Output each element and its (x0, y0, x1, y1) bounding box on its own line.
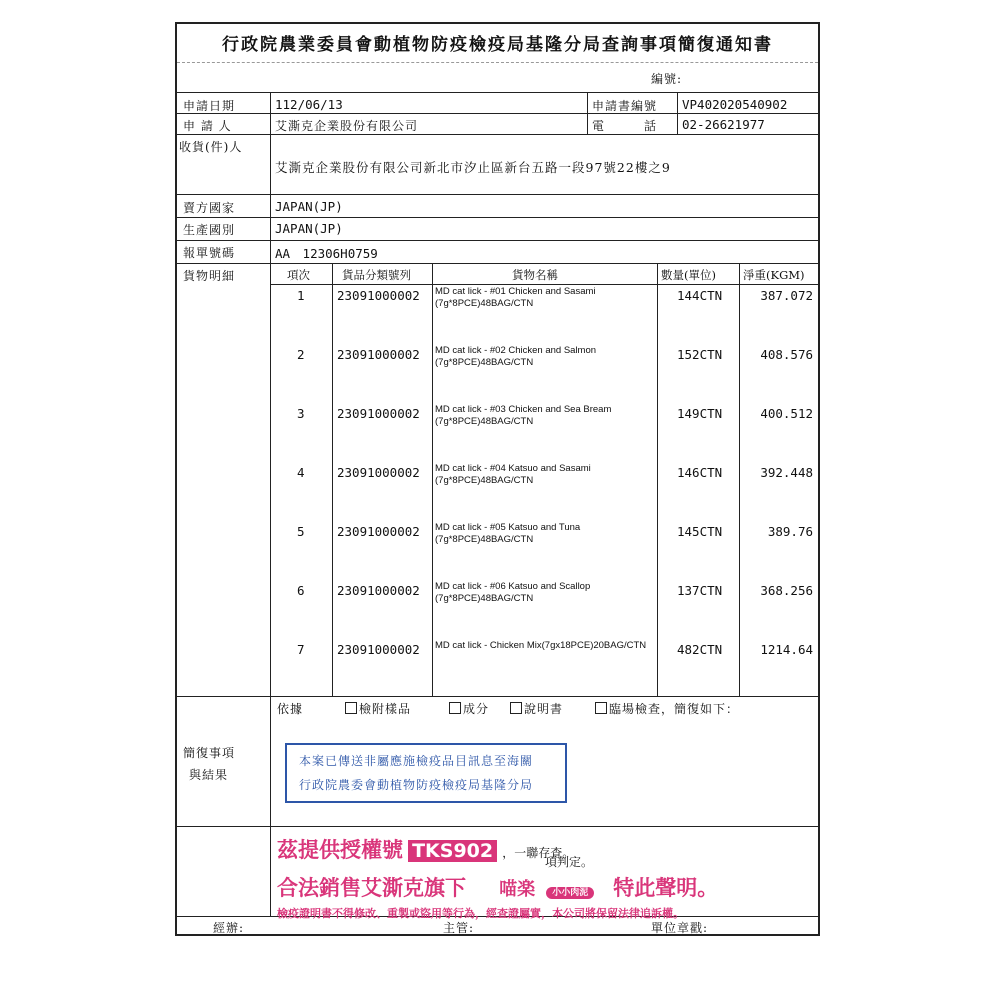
supervisor-label: 主管: (443, 921, 475, 935)
row-goods-name: MD cat lick - Chicken Mix(7gx18PCE)20BAG/CTN (435, 640, 647, 651)
row-net-weight: 392.448 (760, 465, 813, 480)
row-tariff-code: 23091000002 (337, 583, 420, 598)
watermark-suffix: ，一聯存查。 (502, 846, 575, 860)
table-header-qty: 數量(單位) (661, 268, 716, 282)
application-date: 112/06/13 (275, 97, 343, 112)
row-tariff-code: 23091000002 (337, 642, 420, 657)
declaration-no-label: 報單號碼 (183, 246, 236, 260)
basis-option-onsite[interactable] (595, 700, 739, 717)
table-header-name: 貨物名稱 (512, 268, 558, 282)
declaration-no: AA 12306H0759 (275, 246, 378, 261)
seal-label: 單位章戳: (651, 921, 709, 935)
row-goods-name: MD cat lick - #04 Katsuo and Sasami (7g*8PCE)48BAG/CTN (435, 463, 591, 486)
row-quantity: 137CTN (677, 583, 723, 598)
divider (177, 696, 818, 697)
application-no-label: 申請書編號 (592, 99, 658, 113)
customs-stamp (285, 743, 567, 803)
row-net-weight: 387.072 (760, 288, 813, 303)
row-net-weight: 1214.64 (760, 642, 813, 657)
row-item-number: 4 (297, 465, 305, 480)
row-quantity: 145CTN (677, 524, 723, 539)
applicant-label: 申 請 人 (183, 119, 232, 133)
authorization-watermark (277, 834, 574, 864)
number-label: 編號: (651, 72, 683, 86)
row-item-number: 5 (297, 524, 305, 539)
application-no: VP402020540902 (682, 97, 788, 112)
row-net-weight: 368.256 (760, 583, 813, 598)
row-goods-name: MD cat lick - #03 Chicken and Sea Bream (7g*8PCE)48BAG/CTN (435, 404, 612, 427)
row-goods-name: MD cat lick - #01 Chicken and Sasami (7g*8PCE)48BAG/CTN (435, 286, 596, 309)
row-item-number: 6 (297, 583, 305, 598)
basis-option-manual[interactable] (510, 700, 563, 717)
authorization-code: TKS902 (408, 840, 497, 862)
divider (177, 263, 818, 264)
divider (177, 194, 818, 195)
table-col-line (739, 263, 740, 696)
option-label: 說明書 (524, 702, 564, 716)
label-column-line (270, 92, 271, 696)
origin-country: JAPAN(JP) (275, 221, 343, 236)
row-quantity: 144CTN (677, 288, 723, 303)
table-header-code: 貨品分類號列 (342, 268, 411, 282)
origin-country-label: 生產國別 (183, 223, 236, 237)
basis-label: 依據 (277, 702, 304, 716)
seller-country-label: 賣方國家 (183, 201, 236, 215)
row-goods-name: MD cat lick - #06 Katsuo and Scallop (7g*8PCE)48BAG/CTN (435, 581, 591, 604)
stamp-line-2: 行政院農委會動植物防疫檢疫局基隆分局 (299, 778, 534, 792)
row-goods-name: MD cat lick - #05 Katsuo and Tuna (7g*8PCE)48BAG/CTN (435, 522, 581, 545)
row-goods-name: MD cat lick - #02 Chicken and Salmon (7g*8PCE)48BAG/CTN (435, 345, 597, 368)
stamp-line-1: 本案已傳送非屬應施檢疫品目訊息至海關 (299, 754, 534, 768)
table-header-item: 項次 (287, 268, 310, 282)
option-label: 檢附樣品 (359, 702, 412, 716)
brand-badge: 小小肉泥 (546, 887, 594, 899)
option-label: 臨場檢查，簡復如下： (609, 702, 740, 716)
phone-number: 02-26621977 (682, 117, 765, 132)
table-header-weight: 淨重(KGM) (743, 268, 805, 282)
divider (177, 134, 818, 135)
row-net-weight: 389.76 (767, 524, 813, 539)
watermark-suffix: 特此聲明。 (613, 876, 719, 900)
table-col-line (432, 263, 433, 696)
basis-option-ingredients[interactable] (449, 700, 489, 717)
handler-label: 經辦: (213, 921, 245, 935)
divider (177, 826, 818, 827)
divider (270, 284, 818, 285)
divider (177, 113, 818, 114)
row-quantity: 482CTN (677, 642, 723, 657)
checkbox-icon (449, 702, 461, 714)
watermark-line1b: 項判定。 (545, 855, 594, 869)
application-date-label: 申請日期 (183, 99, 236, 113)
checkbox-icon (345, 702, 357, 714)
table-col-line (332, 263, 333, 696)
divider (177, 92, 818, 93)
divider (177, 240, 818, 241)
watermark-text: 茲提供授權號 (277, 838, 403, 862)
row-tariff-code: 23091000002 (337, 524, 420, 539)
row-quantity: 152CTN (677, 347, 723, 362)
checkbox-icon (595, 702, 607, 714)
brand-name: 喵楽 (499, 879, 536, 900)
result-label-2: 與結果 (189, 768, 229, 782)
authorization-watermark-2 (277, 872, 718, 902)
checkbox-icon (510, 702, 522, 714)
document-title: 行政院農業委員會動植物防疫檢疫局基隆分局查詢事項簡復通知書 (222, 35, 773, 55)
row-tariff-code: 23091000002 (337, 465, 420, 480)
phone-label: 電 話 (592, 119, 658, 133)
applicant-name: 艾澌克企業股份有限公司 (275, 119, 419, 133)
row-quantity: 149CTN (677, 406, 723, 421)
row-tariff-code: 23091000002 (337, 347, 420, 362)
title-divider (177, 62, 818, 63)
row-item-number: 7 (297, 642, 305, 657)
consignee-label: 收貨(件)人 (179, 140, 243, 154)
watermark-legal-notice: 檢疫證明書不得修改、重製或盜用等行為，經查證屬實，本公司將保留法律追訴權。 (277, 907, 684, 920)
row-net-weight: 400.512 (760, 406, 813, 421)
row-net-weight: 408.576 (760, 347, 813, 362)
seller-country: JAPAN(JP) (275, 199, 343, 214)
result-label: 簡復事項 (183, 746, 236, 760)
row-item-number: 2 (297, 347, 305, 362)
option-label: 成分 (463, 702, 490, 716)
row-tariff-code: 23091000002 (337, 406, 420, 421)
row-item-number: 1 (297, 288, 305, 303)
label-column-line (270, 696, 271, 916)
row-quantity: 146CTN (677, 465, 723, 480)
goods-label: 貨物明細 (183, 269, 236, 283)
row-tariff-code: 23091000002 (337, 288, 420, 303)
row-item-number: 3 (297, 406, 305, 421)
basis-option-sample[interactable] (345, 700, 411, 717)
watermark-text: 合法銷售艾澌克旗下 (277, 876, 466, 900)
consignee-address: 艾澌克企業股份有限公司新北市汐止區新台五路一段97號22樓之9 (275, 160, 671, 175)
divider (177, 217, 818, 218)
